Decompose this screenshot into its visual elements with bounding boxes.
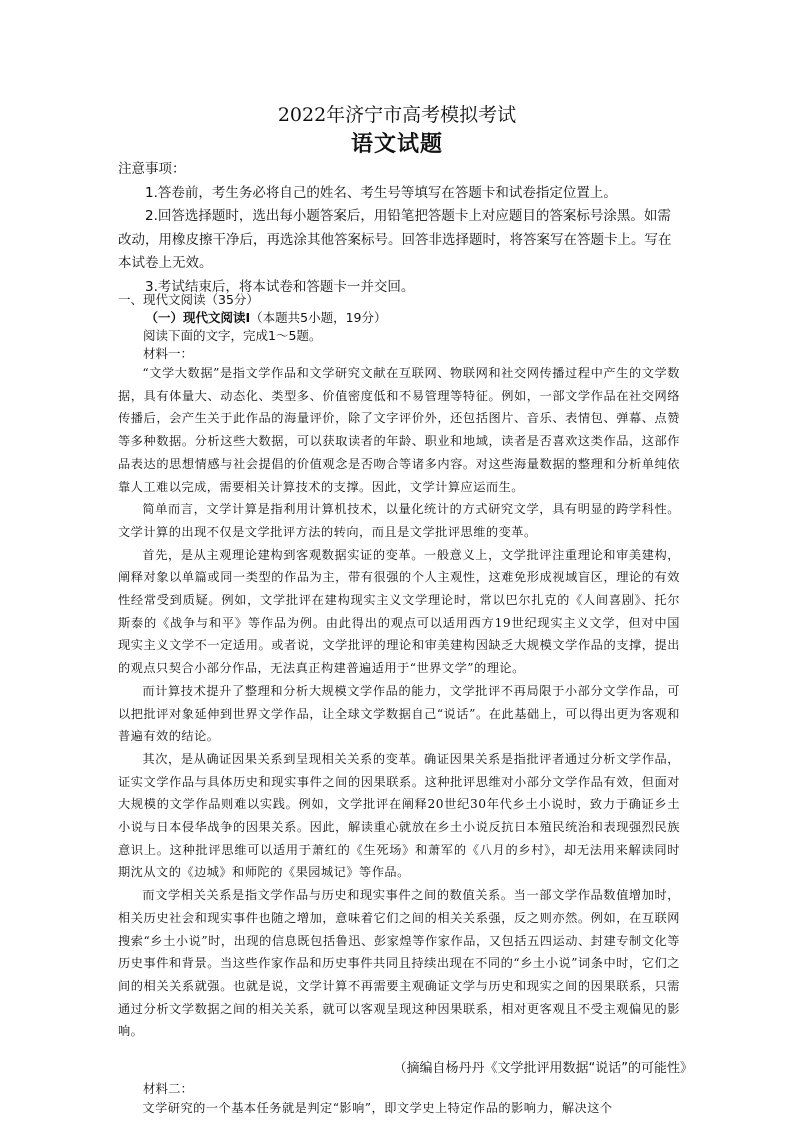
material-1-paragraph-5: 其次，是从确证因果关系到呈现相关关系的变革。确证因果关系是指批评者通过分析文学作品，证实文学作品与具体历史和现实事件之间的因果联系。这种批评思维对小部分文学作品有效，但面对大规模的文学作品则难以实践。例如，文学批评在阐释20世纪30年代乡土小说时，致力于确证乡土小说与日本侵华战争的因果关系。因此，解读重心就放在乡土小说反抗日本殖民统治和表现强烈民族意识上。这种批评思维可以适用于萧红的《生死场》和萧军的《八月的乡村》，却无法用来解读同时期沈从文的《边城》和师陀的《果园城记》等作品。 xyxy=(118,751,680,880)
material-1-text xyxy=(118,362,680,1043)
material-1-source: （摘编自杨丹丹《文学批评用数据“说话”的可能性》 xyxy=(393,1061,693,1076)
material-1-paragraph-4: 而计算技术提升了整理和分析大规模文学作品的能力，文学批评不再局限于小部分文学作品，可以把批评对象延伸到世界文学作品，让全球文学数据自己“说话”。在此基础上，可以得出更为客观和普遍有效的结论。 xyxy=(118,683,680,744)
subsection-title xyxy=(118,309,680,327)
reading-instruction: 阅读下面的文字，完成1～5题。 xyxy=(143,328,322,343)
material-1-paragraph-2: 简单而言，文学计算是指利用计算机技术，以量化统计的方式研究文学，具有明显的跨学科性。文学计算的出现不仅是文学批评方法的转向，而且是文学批评思维的变革。 xyxy=(118,502,680,539)
subsection-title-bold: （一）现代文阅读Ⅰ xyxy=(145,310,251,325)
notice-item-2: 2.回答选择题时，选出每小题答案后，用铅笔把答题卡上对应题目的答案标号涂黑。如需改动，用橡皮擦干净后，再选涂其他答案标号。回答非选择题时，将答案写在答题卡上。写在本试卷上无效。 xyxy=(118,208,672,271)
subsection-title-rest: （本题共5小题，19分） xyxy=(250,310,387,325)
section-title: 一、现代文阅读（35分） xyxy=(118,292,259,307)
notice-block xyxy=(118,158,680,299)
material-1-paragraph-1: “文学大数据”是指文学作品和文学研究文献在互联网、物联网和社交网传播过程中产生的文学数据，具有体量大、动态化、类型多、价值密度低和不易管理等特征。例如，一部文学作品在社交网络传播后，会产生关于此作品的海量评价，除了文字评价外，还包括图片、音乐、表情包、弹幕、点赞等多种数据。分析这些大数据，可以获取读者的年龄、职业和地域，读者是否喜欢这类作品，这部作品表达的思想情感与社会提倡的价值观念是否吻合等诸多内容。对这些海量数据的整理和分析单纯依靠人工难以完成，需要相关计算技术的支撑。因此，文学计算应运而生。 xyxy=(118,366,680,494)
notice-item-3: 3.考试结束后，将本试卷和答题卡一并交回。 xyxy=(145,278,415,295)
material-1-paragraph-3: 首先，是从主观理论建构到客观数据实证的变革。一般意义上，文学批评注重理论和审美建构，阐释对象以单篇或同一类型的作品为主，带有很强的个人主观性，这难免形成视域盲区，理论的有效性经常受到质疑。例如，文学批评在建构现实主义文学理论时，常以巴尔扎克的《人间喜剧》、托尔斯泰的《战争与和平》等作品为例。由此得出的观点可以适用西方19世纪现实主义文学，但对中国现实主义文学不一定适用。或者说，文学批评的理论和审美建构因缺乏大规模文学作品的支撑，提出的观点只契合小部分作品，无法真正构建普遍适用于“世界文学”的理论。 xyxy=(118,547,680,676)
material-1-paragraph-6: 而文学相关关系是指文学作品与历史和现实事件之间的数值关系。当一部文学作品数值增加时，相关历史社会和现实事件也随之增加，意味着它们之间的相关关系强，反之则亦然。例如，在互联网搜索“乡土小说”时，出现的信息既包括鲁迅、彭家煌等作家作品，又包括五四运动、封建专制文化等历史事件和背景。当这些作家作品和历史事件共同且持续出现在不同的“乡土小说”词条中时，它们之间的相关关系就强。也就是说，文学计算不再需要主观确证文学与历史和现实之间的因果联系，只需通过分析文学数据之间的相关关系，就可以客观呈现这种因果联系，相对更客观且不受主观偏见的影响。 xyxy=(118,888,680,1039)
material-1-label: 材料一： xyxy=(143,346,194,361)
section-block xyxy=(118,291,680,363)
material-2-text xyxy=(118,1097,680,1120)
notice-item-1: 1.答卷前，考生务必将自己的姓名、考生号等填写在答题卡和试卷指定位置上。 xyxy=(145,184,617,201)
material-2-header xyxy=(118,1080,680,1098)
material-2-paragraph-1: 文学研究的一个基本任务就是判定“影响”，即文学史上特定作品的影响力，解决这个 xyxy=(142,1101,613,1115)
exam-title: 2022年济宁市高考模拟考试 xyxy=(277,104,517,126)
notice-label: 注意事项： xyxy=(118,161,186,177)
subject-title: 语文试题 xyxy=(350,132,443,157)
material-2-label: 材料二： xyxy=(143,1081,194,1096)
